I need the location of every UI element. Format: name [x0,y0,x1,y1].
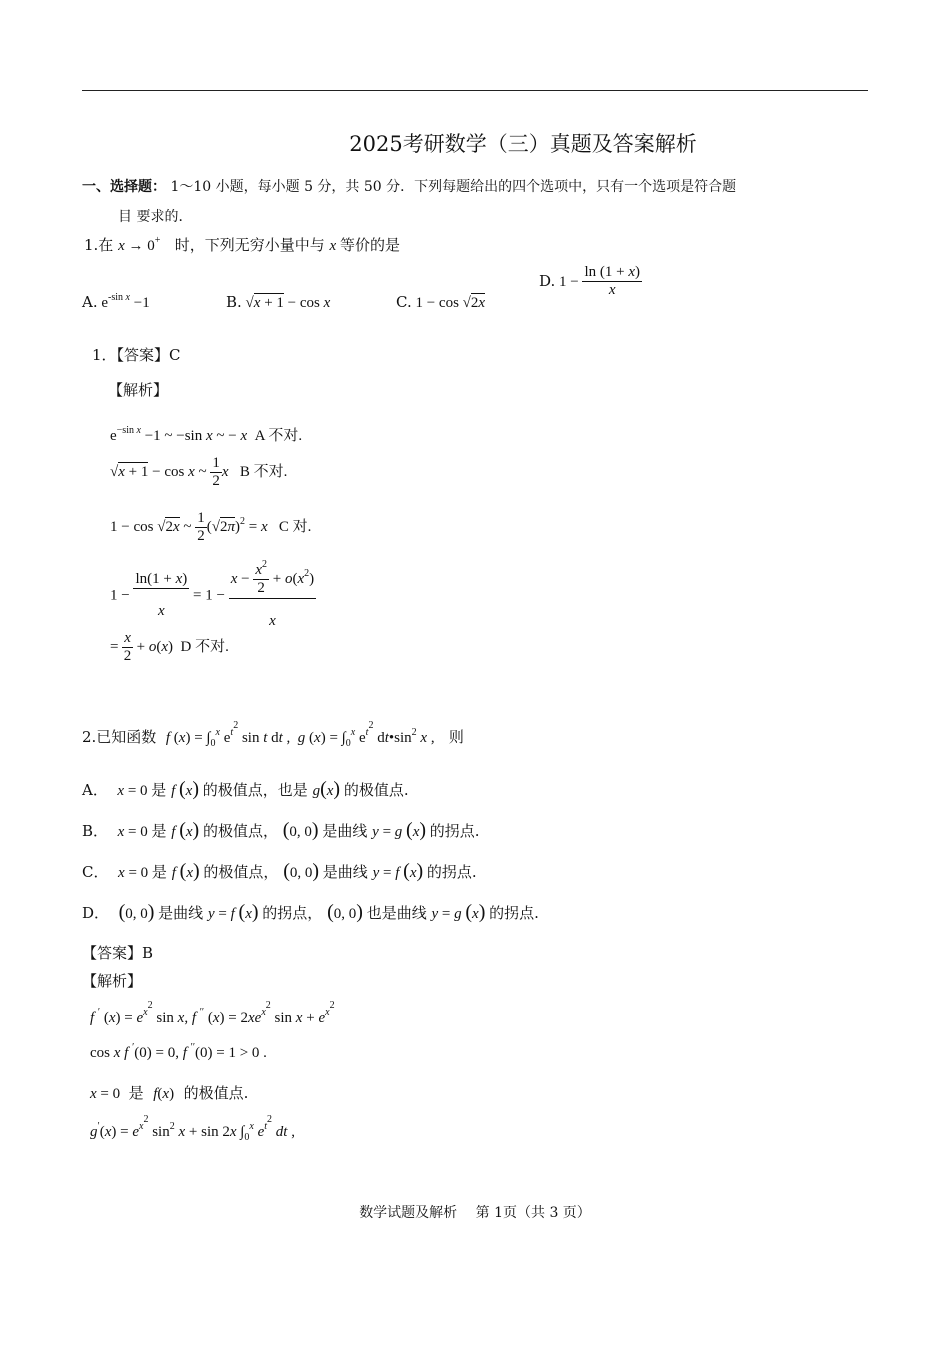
q1-option-d: D. 1 − $\frac{\ln (1 + x)}{x}$ [539,264,641,299]
q1-stem: 1.在 x → 0+ 时，下列无穷小量中与 x 等价的是 [84,235,400,254]
q2-analysis-label: 【解析】 [82,972,143,990]
q1-analysis-label: 【解析】 [108,381,169,399]
q2-g-derivative: $g'(x) = e^{x^2}$ $\sin^2 x + \sin 2x$ $\int_0^x$ $e^{t^2}$ dt , [90,1114,295,1143]
q2-option-c: C． x = 0 是 f (x) 的极值点， (0, 0) 是曲线 y = f (x) 的拐点. [82,860,477,882]
q1-option-a: A. $e^{-sin x} -1$ [82,292,150,311]
q2-derivative-values: cos x f ′(0) = 0, f ′′(0) = 1 > 0 . [90,1042,267,1061]
q1-answer: 1．【答案】C [92,346,181,364]
q1-analysis-d1: 1 − $\frac{\ln(1 + x)}{x}$ = 1 − x − $\frac{x^2}{2}$ + $o(x^2)$ x [110,559,315,629]
q1-option-c: C. 1 − cos √2x [396,293,486,311]
q2-option-d: D． (0, 0) 是曲线 y = f (x) 的拐点， (0, 0) 也是曲线 y = g (x) 的拐点. [82,901,539,923]
q2-option-b: B． x = 0 是 f (x) 的极值点， (0, 0) 是曲线 y = g (x) 的拐点. [82,819,480,841]
q1-analysis-b: √x + 1 − cos x ~ $\frac{1}{2}$ x B 不对. [110,455,288,490]
q1-analysis-d2: = $\frac{x}{2}$ + o(x) D 不对. [110,630,229,665]
q1-option-b: B. √x + 1 − cos x [226,293,331,311]
q1-analysis-a: $e^{-sin x} -1$ ~ −sin x ~ − x A 不对. [110,425,303,444]
q2-answer: 【答案】B [82,944,154,962]
q2-extremum-conclusion: x = 0 是 f(x) 的极值点. [90,1084,249,1102]
q1-analysis-c: 1 − cos √2x ~ $\frac{1}{2}$ $(√2\pi)^2 = x$ C 对. [110,510,312,545]
page-title: 2025考研数学（三）真题及答案解析 [349,132,697,156]
page-footer: 数学试题及解析 第 1页（共 3 页） [359,1205,591,1221]
q2-option-a: A． x = 0 是 f (x) 的极值点，也是 g(x) 的极值点. [82,778,409,800]
q2-derivatives: f ′ $(x) = e^{x^2}$ sin x, f ′′ $(x) = 2xe^{x^2}$ $\sin x + e^{x^2}$ [90,1000,335,1026]
header-rule [82,90,868,91]
q2-stem: 2.已知函数 f $(x) = \int_0^x$ $e^{t^2}$ sin t dt , g $(x) = \int_0^x$ $e^{t^2}$ $dt•\sin^2$ x , 则 [82,720,464,749]
section-heading: 一、选择题： 1～10 小题，每小题 5 分，共 50 分．下列每题给出的四个选项中，只有一个选项是符合题 [82,179,737,195]
section-instructions-cont: 目 要求的． [118,209,193,225]
